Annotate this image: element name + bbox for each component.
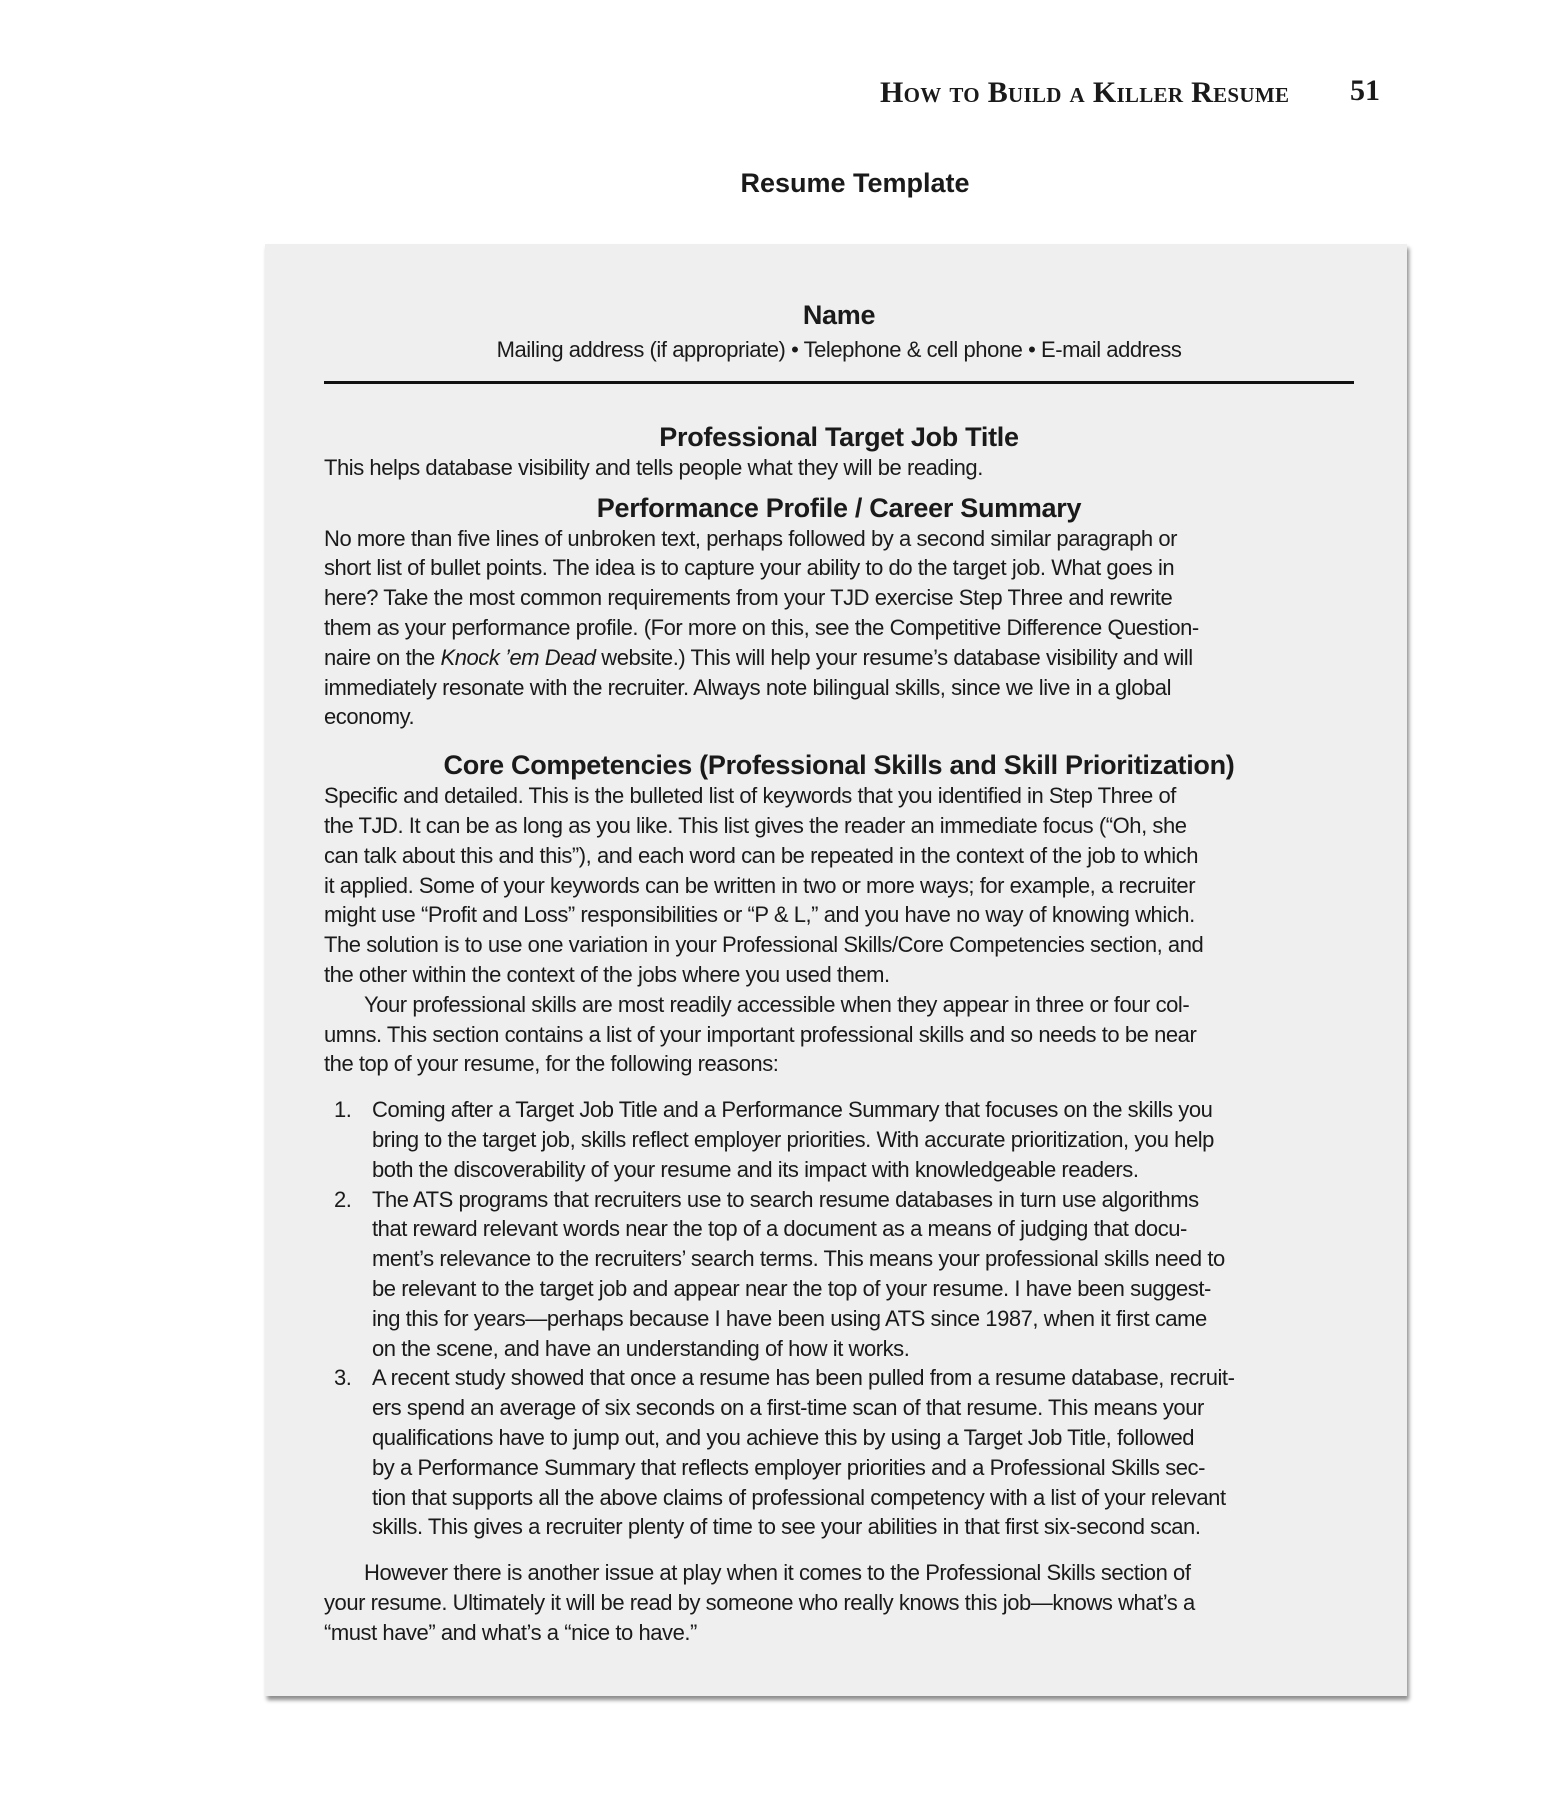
text-line: umns. This section contains a list of your important professional skills and so needs to be near [324,1021,1197,1047]
resume-content [324,299,1354,1647]
text-line: ers spend an average of six seconds on a first-time scan of that resume. This means your [372,1395,1204,1421]
list-item [324,1363,1354,1542]
book-title: Knock ’em Dead [440,644,596,670]
text-line: short list of bullet points. The idea is to capture your ability to do the target job. What goes in [324,555,1175,581]
text-line: economy. [324,704,415,730]
text-line: the other within the context of the jobs where you used them. [324,961,890,987]
text-span: naire on the [324,644,441,670]
list-number: 2. [334,1186,352,1212]
text-span: website.) This will help your resume’s database visibility and will [595,644,1193,670]
list-number: 3. [334,1365,352,1391]
text-line: Your professional skills are most readily accessible when they appear in three or four col- [364,991,1190,1017]
divider-rule [324,381,1354,384]
reasons-list [324,1095,1354,1542]
closing-paragraph [324,1558,1354,1647]
text-line: However there is another issue at play when it comes to the Professional Skills section of [364,1560,1191,1586]
list-item [324,1185,1354,1364]
text-line: be relevant to the target job and appear near the top of your resume. I have been suggest- [372,1275,1211,1301]
text-line: that reward relevant words near the top of a document as a means of judging that docu- [372,1216,1187,1242]
resume-template-box [265,244,1407,1696]
text-line: skills. This gives a recruiter plenty of time to see your abilities in that first six-second scan. [372,1514,1201,1540]
text-line: immediately resonate with the recruiter. Always note bilingual skills, since we live in a global [324,674,1172,700]
text-line: by a Performance Summary that reflects employer priorities and a Professional Skills sec- [372,1454,1205,1480]
text-line: qualifications have to jump out, and you achieve this by using a Target Job Title, followed [372,1424,1195,1450]
core-paragraph [324,781,1354,990]
core-heading: Core Competencies (Professional Skills and Skill Prioritization) [443,750,1235,781]
target-text: This helps database visibility and tells people what they will be reading. [324,454,983,480]
text-line: ing this for years—perhaps because I have been using ATS since 1987, when it first came [372,1305,1207,1331]
text-line: your resume. Ultimately it will be read by someone who really knows this job—knows what’s a [324,1589,1195,1615]
text-line: tion that supports all the above claims of professional competency with a list of your relevant [372,1484,1226,1510]
text-line: them as your performance profile. (For more on this, see the Competitive Difference Question- [324,614,1199,640]
text-line: Specific and detailed. This is the bulleted list of keywords that you identified in Step Three of [324,783,1176,809]
profile-heading: Performance Profile / Career Summary [596,492,1082,523]
running-head: How to Build a Killer Resume [880,76,1290,109]
text-line: bring to the target job, skills reflect employer priorities. With accurate prioritization, you help [372,1126,1214,1152]
text-line: here? Take the most common requirements from your TJD exercise Step Three and rewrite [324,585,1173,611]
text-line: Coming after a Target Job Title and a Performance Summary that focuses on the skills you [372,1097,1213,1123]
list-number: 1. [334,1097,352,1123]
text-line [324,643,1354,673]
name-heading: Name [802,300,876,330]
text-line: The ATS programs that recruiters use to search resume databases in turn use algorithms [372,1186,1199,1212]
text-line: the top of your resume, for the following reasons: [324,1051,779,1077]
text-line: The solution is to use one variation in your Professional Skills/Core Competencies section, and [324,932,1204,958]
text-line: on the scene, and have an understanding of how it works. [372,1335,910,1361]
text-line: it applied. Some of your keywords can be written in two or more ways; for example, a recruiter [324,872,1196,898]
text-line: might use “Profit and Loss” responsibilities or “P & L,” and you have no way of knowing which. [324,902,1195,928]
text-line: the TJD. It can be as long as you like. This list gives the reader an immediate focus (“Oh, she [324,812,1187,838]
text-line: “must have” and what’s a “nice to have.” [324,1619,697,1645]
target-heading: Professional Target Job Title [659,421,1019,452]
text-line: ment’s relevance to the recruiters’ search terms. This means your professional skills need to [372,1246,1225,1272]
list-item [324,1095,1354,1184]
page-number: 51 [1350,74,1380,107]
text-line: No more than five lines of unbroken text, perhaps followed by a second similar paragraph or [324,525,1177,551]
profile-paragraph [324,524,1354,733]
text-line: A recent study showed that once a resume has been pulled from a resume database, recruit- [372,1365,1235,1391]
text-line: both the discoverability of your resume and its impact with knowledgeable readers. [372,1156,1139,1182]
page-title: Resume Template [740,168,970,198]
contact-line: Mailing address (if appropriate) • Telephone & cell phone • E-mail address [496,337,1182,362]
text-line: can talk about this and this”), and each word can be repeated in the context of the job to which [324,842,1199,868]
core-paragraph-2 [324,990,1354,1079]
